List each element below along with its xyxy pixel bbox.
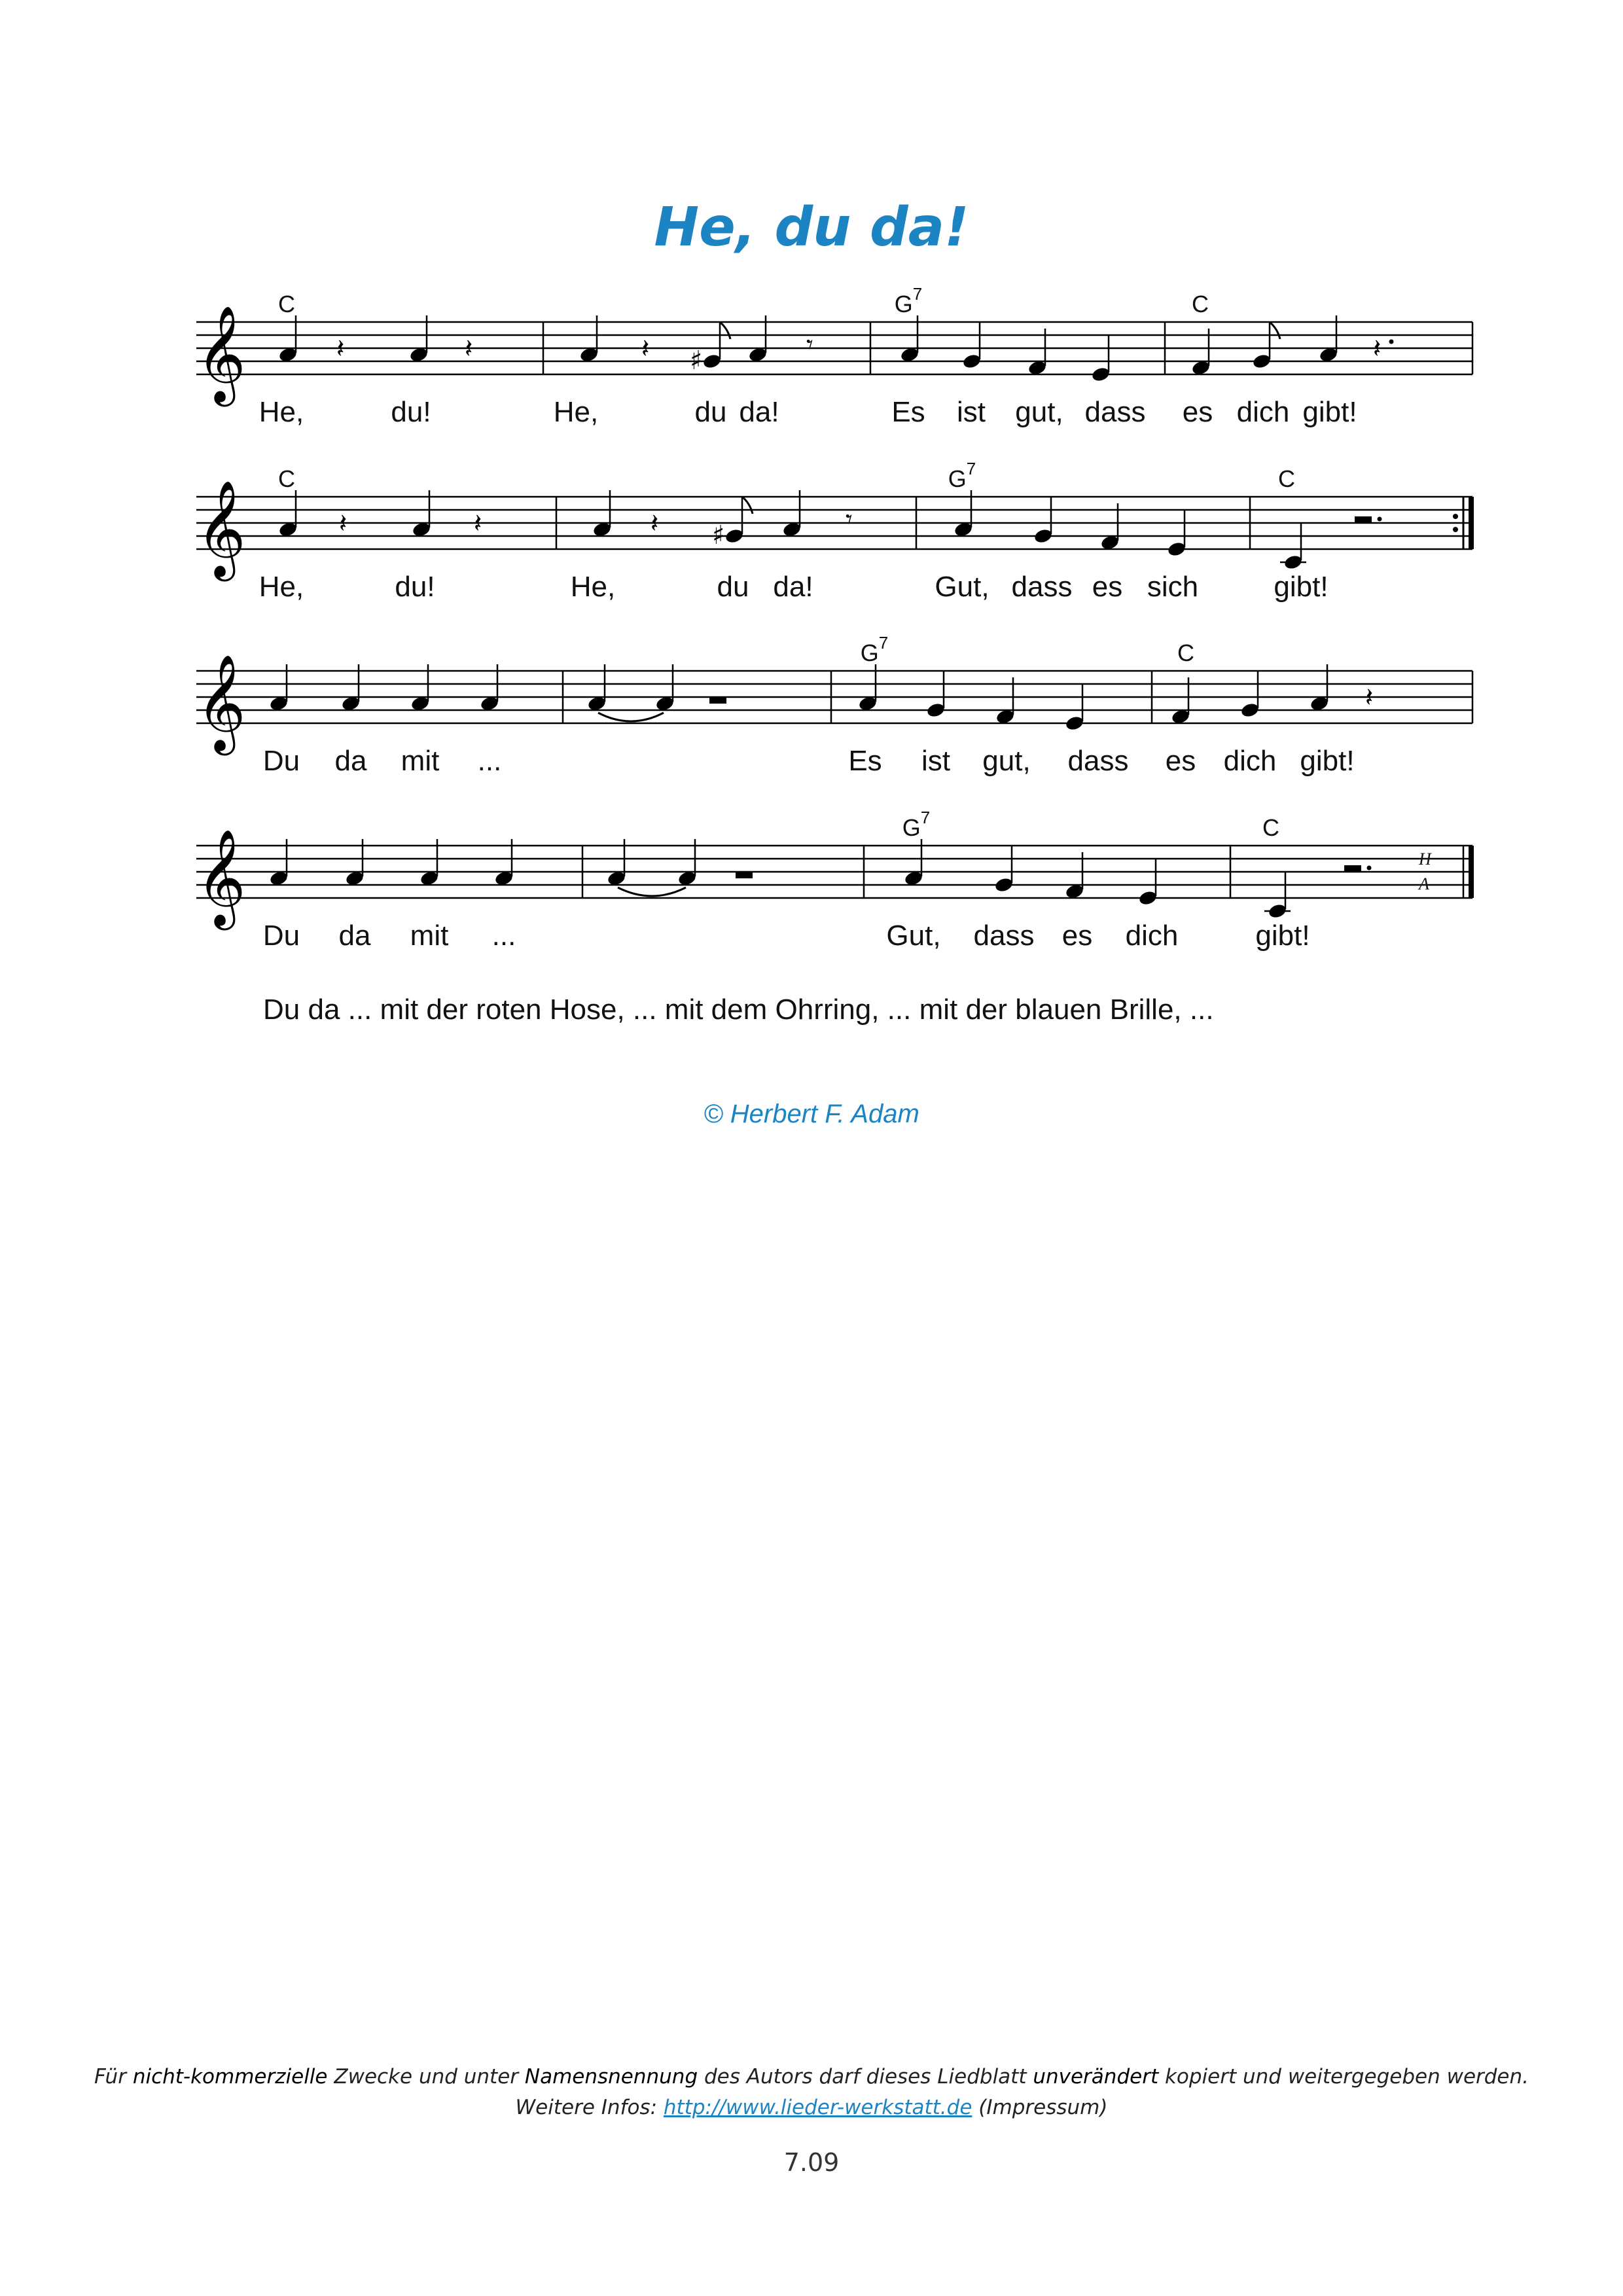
lyric-word: dich [1236, 396, 1290, 428]
svg-text:𝄾: 𝄾 [846, 505, 853, 535]
chord-symbol: $G^7$ [902, 808, 931, 841]
lyric-word: dich [1223, 745, 1277, 777]
lyric-word: es [1165, 745, 1196, 777]
lyric-word: es [1182, 396, 1213, 428]
license-footer [0, 2062, 1623, 2123]
lyric-word: Gut, [886, 920, 941, 952]
lyric-word: du [717, 571, 749, 603]
lyric-word: ... [477, 745, 502, 777]
lyric-word: dass [1084, 396, 1146, 428]
lyric-word: du! [391, 396, 431, 428]
chord-symbol: C [278, 465, 295, 492]
license-line: Für nicht-kommerzielle Zwecke und unter Namensnennung des Autors darf dieses Liedblatt unverändert kopiert und weitergegeben werden. [94, 2065, 1529, 2089]
chord-symbol: $G^7$ [948, 459, 976, 492]
chord-symbol: C [278, 291, 295, 317]
svg-text:𝄽: 𝄽 [1373, 334, 1382, 364]
chord-symbol: C [1192, 291, 1209, 317]
music-staff [0, 808, 1623, 926]
lyric-word: Gut, [935, 571, 990, 603]
lyric-word: da [338, 920, 371, 952]
svg-text:♯: ♯ [712, 520, 725, 550]
lyric-word: da [334, 745, 367, 777]
chord-symbol: $G^7$ [894, 284, 923, 317]
page-number: 7.09 [783, 2148, 840, 2177]
lyric-word: dich [1125, 920, 1179, 952]
treble-clef-icon: 𝄞 [196, 305, 246, 403]
staff-system-3 [0, 633, 1623, 807]
lyric-word: ist [921, 745, 950, 777]
svg-text:𝄽: 𝄽 [641, 334, 650, 364]
lyric-word: gibt! [1300, 745, 1355, 777]
lyric-word: dass [1067, 745, 1129, 777]
lyric-word: gibt! [1274, 571, 1329, 603]
ending-mark-upper: H [1419, 850, 1431, 869]
svg-text:𝄾: 𝄾 [806, 330, 813, 360]
svg-text:𝄽: 𝄽 [465, 334, 473, 364]
treble-clef-icon: 𝄞 [196, 654, 246, 751]
info-line: Weitere Infos: http://www.lieder-werkstatt.de (Impressum) [515, 2095, 1108, 2119]
lyric-word: Es [848, 745, 882, 777]
tie-icon [618, 888, 686, 896]
lyric-word: gibt! [1255, 920, 1310, 952]
music-staff [0, 633, 1623, 751]
lyric-word: He, [570, 571, 616, 603]
chord-symbol: C [1262, 814, 1279, 841]
lyric-word: dass [1011, 571, 1073, 603]
lyric-word: gut, [982, 745, 1031, 777]
lyric-word: Es [891, 396, 925, 428]
chord-symbol: C [1177, 639, 1194, 666]
lyric-word: da! [739, 396, 779, 428]
lyric-word: ... [491, 920, 516, 952]
lyric-word: es [1061, 920, 1093, 952]
tie-icon [598, 713, 664, 721]
lyric-word: da! [773, 571, 813, 603]
svg-text:𝄽: 𝄽 [1365, 683, 1374, 713]
lyric-word: es [1092, 571, 1123, 603]
svg-text:♯: ♯ [690, 346, 703, 376]
lyric-word: gibt! [1302, 396, 1357, 428]
music-staff [0, 284, 1623, 403]
ending-mark-lower: A [1419, 874, 1429, 893]
website-link[interactable]: http://www.lieder-werkstatt.de [663, 2095, 972, 2119]
lyric-word: mit [410, 920, 449, 952]
lyric-word: He, [553, 396, 599, 428]
lyric-word: gut, [1015, 396, 1063, 428]
lyric-word: He, [259, 396, 304, 428]
chord-symbol: $G^7$ [860, 633, 889, 666]
treble-clef-icon: 𝄞 [196, 480, 246, 577]
staff-system-4 [0, 808, 1623, 982]
staff-system-1 [0, 284, 1623, 458]
svg-text:𝄽: 𝄽 [339, 509, 348, 539]
song-title: He, du da! [654, 196, 969, 259]
svg-text:𝄽: 𝄽 [651, 509, 659, 539]
chord-symbol: C [1278, 465, 1295, 492]
copyright-notice: © Herbert F. Adam [704, 1100, 919, 1128]
treble-clef-icon: 𝄞 [196, 829, 246, 926]
verse-variations: Du da ... mit der roten Hose, ... mit dem Ohrring, ... mit der blauen Brille, ... [263, 994, 1214, 1026]
lyric-word: He, [259, 571, 304, 603]
lyric-word: Du [262, 920, 300, 952]
lyric-word: ist [957, 396, 986, 428]
lyric-word: sich [1147, 571, 1199, 603]
lyric-word: du [694, 396, 727, 428]
svg-text:𝄽: 𝄽 [474, 509, 482, 539]
lyric-word: du! [395, 571, 435, 603]
music-staff [0, 459, 1623, 577]
staff-system-2 [0, 459, 1623, 633]
lyric-word: Du [262, 745, 300, 777]
lyric-word: dass [973, 920, 1035, 952]
lyric-word: mit [401, 745, 440, 777]
svg-text:𝄽: 𝄽 [336, 334, 345, 364]
